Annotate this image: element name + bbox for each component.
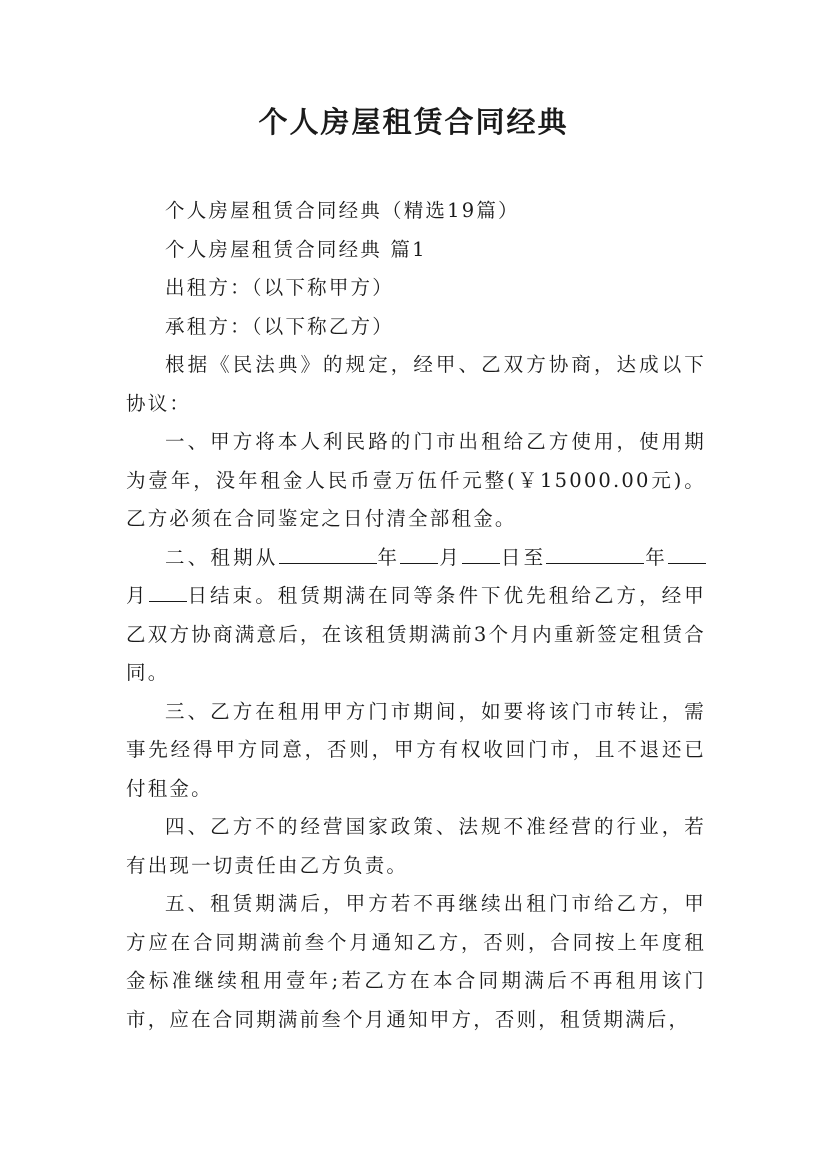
clause-3-paragraph: 三、乙方在租用甲方门市期间，如要将该门市转让，需事先经得甲方同意，否则，甲方有权收回门市，且不退还已付租金。 <box>126 699 706 800</box>
subtitle-paragraph: 个人房屋租赁合同经典（精选19篇） <box>165 199 520 222</box>
fill-blank-start-month <box>400 541 438 564</box>
preamble-paragraph: 根据《民法典》的规定，经甲、乙双方协商，达成以下协议： <box>126 353 706 415</box>
clause-2-month-label-1: 月 <box>438 545 462 569</box>
section-heading: 个人房屋租赁合同经典 篇1 <box>165 237 427 261</box>
clause-2-paragraph <box>126 539 706 693</box>
clause-2-year-label-2: 年 <box>644 545 669 569</box>
clause-1-paragraph: 一、甲方将本人利民路的门市出租给乙方使用，使用期为壹年，没年租金人民币壹万伍仟元整(￥15000.00元)。乙方必须在合同鉴定之日付清全部租金。 <box>126 430 706 530</box>
clause-5-paragraph: 五、租赁期满后，甲方若不再继续出租门市给乙方，甲方应在合同期满前叁个月通知乙方，否则，合同按上年度租金标准继续租用壹年;若乙方在本合同期满后不再租用该门市，应在合同期满前叁个月通知甲方，否则，租赁期满后， <box>126 892 706 1031</box>
fill-blank-end-year <box>546 541 644 564</box>
clause-4-paragraph: 四、乙方不的经营国家政策、法规不准经营的行业，若有出现一切责任由乙方负责。 <box>126 815 706 877</box>
document-title: 个人房屋租赁合同经典 <box>258 105 569 139</box>
clause-2-rest: 日结束。租赁期满在同等条件下优先租给乙方，经甲乙双方协商满意后，在该租赁期满前3个月内重新签定租赁合同。 <box>126 584 706 684</box>
clause-2-month-label-2: 月 <box>126 584 149 607</box>
lessee-line: 承租方：（以下称乙方） <box>165 314 394 338</box>
document-body <box>126 192 706 1039</box>
clause-2-year-label-1: 年 <box>376 545 401 569</box>
lessor-line: 出租方：（以下称甲方） <box>165 276 394 299</box>
clause-2-day-label-1: 日至 <box>499 545 547 569</box>
clause-2-prefix: 二、租期从 <box>165 545 279 569</box>
fill-blank-start-year <box>279 541 377 564</box>
fill-blank-start-day <box>462 541 500 564</box>
fill-blank-end-day <box>149 579 187 602</box>
fill-blank-end-month <box>668 541 706 564</box>
